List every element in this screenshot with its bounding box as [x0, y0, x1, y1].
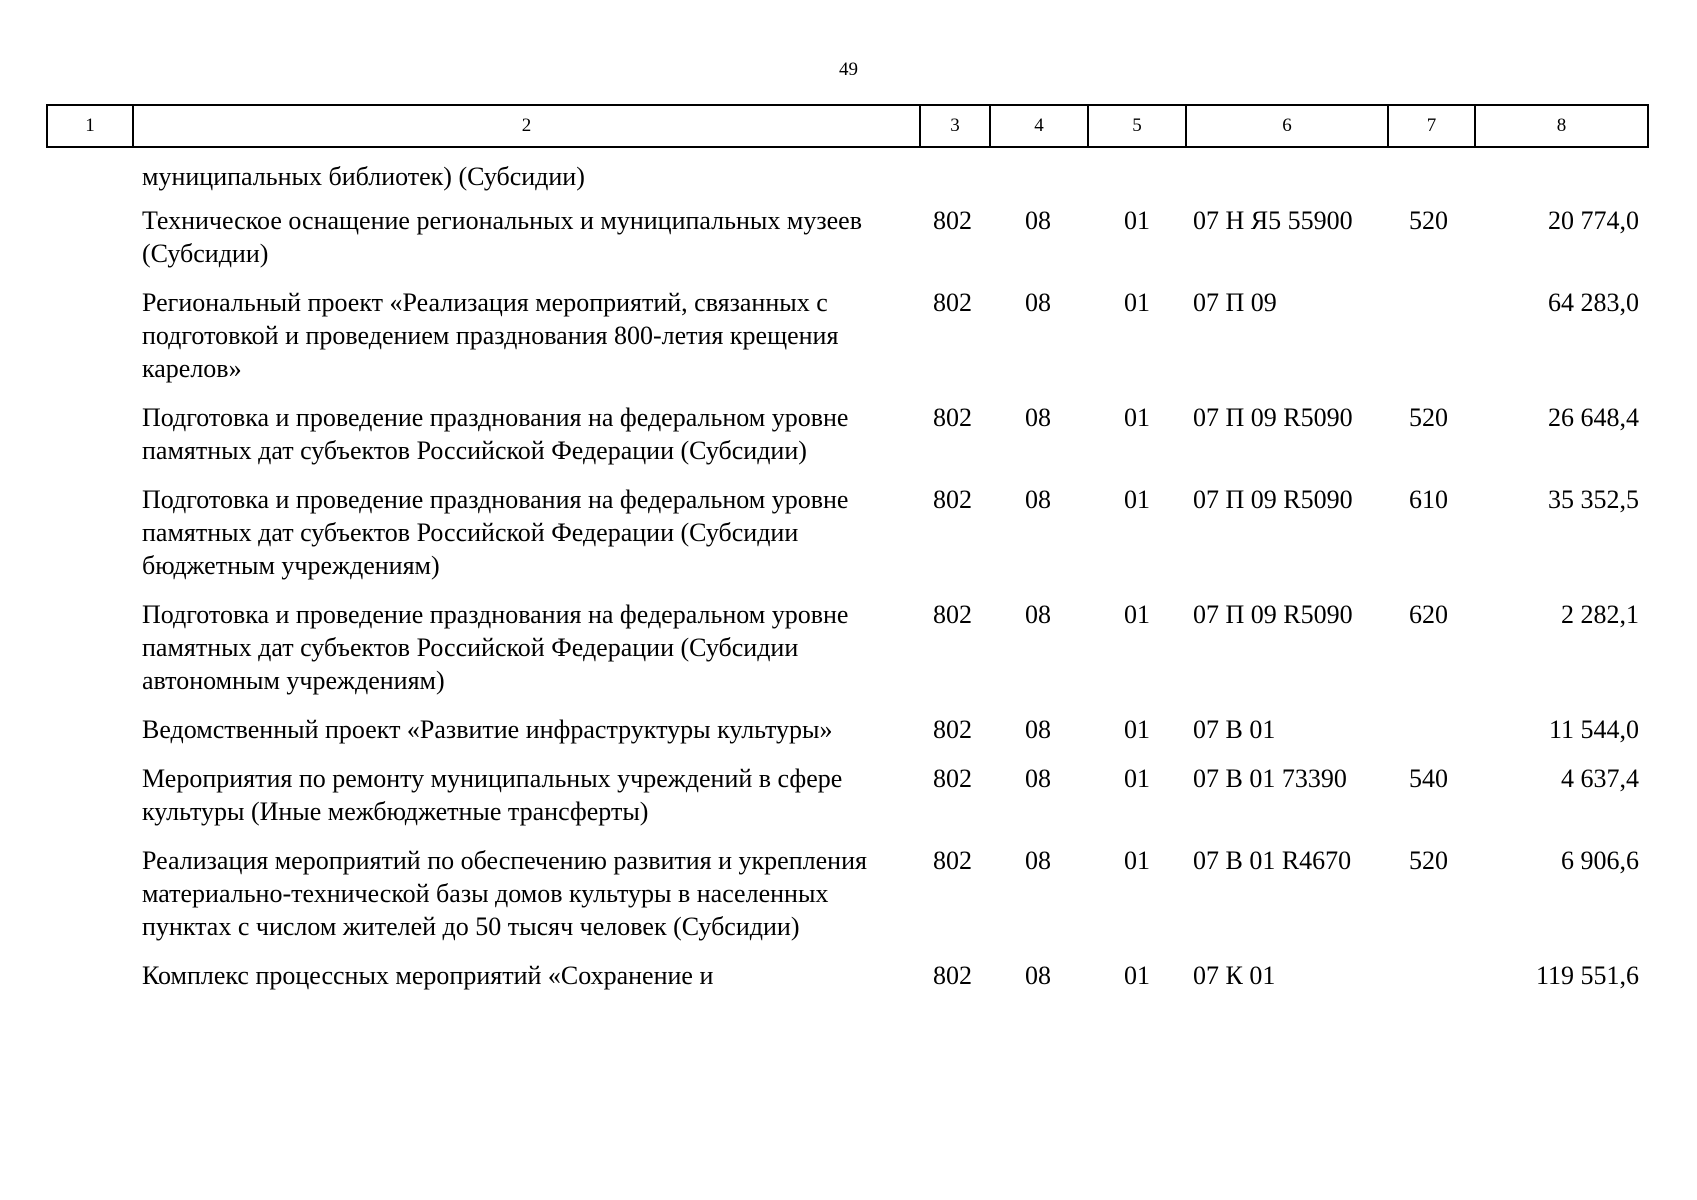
column-header-1: 1: [47, 105, 133, 147]
column-header-3: 3: [920, 105, 990, 147]
page-number: 49: [839, 59, 858, 80]
row-name-cell: муниципальных библиотек) (Субсидии): [142, 162, 585, 191]
table-row: [46, 204, 1647, 286]
row-amount-cell: 6 906,6: [1561, 846, 1639, 875]
row-code-4-cell: 08: [1025, 715, 1051, 744]
row-amount-cell: 26 648,4: [1548, 403, 1639, 432]
row-code-3-cell: 802: [933, 288, 972, 317]
table-row: [46, 286, 1647, 401]
row-code-5-cell: 01: [1124, 961, 1150, 990]
row-amount-cell: [1474, 160, 1647, 204]
table-row: [46, 713, 1647, 762]
row-code-3-cell: [919, 160, 989, 204]
row-code-7-cell: 620: [1409, 600, 1448, 629]
row-code-4-cell: 08: [1025, 846, 1051, 875]
row-name-cell: Ведомственный проект «Развитие инфраструктуры культуры»: [142, 715, 833, 744]
row-code-3-cell: 802: [933, 846, 972, 875]
row-code-4-cell: 08: [1025, 206, 1051, 235]
row-amount-cell: 11 544,0: [1548, 715, 1639, 744]
row-code-4-cell: 08: [1025, 961, 1051, 990]
table-row: [46, 160, 1647, 204]
row-code-7-cell: [1387, 959, 1474, 1008]
row-code-6-cell: 07 В 01: [1193, 715, 1276, 744]
row-name-cell: Региональный проект «Реализация мероприятий, связанных с подготовкой и проведением празднования 800-летия крещения карелов»: [142, 288, 839, 383]
row-amount-cell: 64 283,0: [1548, 288, 1639, 317]
row-code-5-cell: 01: [1124, 206, 1150, 235]
table-body: [46, 160, 1647, 1008]
row-code-3-cell: 802: [933, 600, 972, 629]
table-row: [46, 844, 1647, 959]
column-header-row: [46, 104, 1649, 148]
row-code-4-cell: 08: [1025, 288, 1051, 317]
table-row: [46, 483, 1647, 598]
row-code-7-cell: 520: [1409, 846, 1448, 875]
row-code-7-cell: 610: [1409, 485, 1448, 514]
row-code-5-cell: 01: [1124, 403, 1150, 432]
row-code-7-cell: [1387, 160, 1474, 204]
row-amount-cell: 4 637,4: [1561, 764, 1639, 793]
column-header-4: 4: [990, 105, 1088, 147]
row-name-cell: Подготовка и проведение празднования на федеральном уровне памятных дат субъектов Российской Федерации (Субсидии): [142, 403, 849, 465]
row-code-6-cell: 07 В 01 R4670: [1193, 846, 1352, 875]
row-name-cell: Реализация мероприятий по обеспечению развития и укрепления материально-технической базы домов культуры в населенных пунктах с числом жителей до 50 тысяч человек (Субсидии): [142, 846, 867, 941]
row-code-3-cell: 802: [933, 485, 972, 514]
row-code-6-cell: [1185, 160, 1387, 204]
row-code-7-cell: 520: [1409, 206, 1448, 235]
row-code-5-cell: 01: [1124, 764, 1150, 793]
row-name-cell: Подготовка и проведение празднования на федеральном уровне памятных дат субъектов Российской Федерации (Субсидии автономным учреждениям): [142, 600, 849, 695]
budget-table: [46, 160, 1647, 1008]
row-name-cell: Комплекс процессных мероприятий «Сохранение и: [142, 961, 714, 990]
column-header-2: 2: [133, 105, 920, 147]
row-amount-cell: 2 282,1: [1561, 600, 1639, 629]
row-code-6-cell: 07 П 09 R5090: [1193, 403, 1353, 432]
row-code-5-cell: 01: [1124, 600, 1150, 629]
row-amount-cell: 35 352,5: [1548, 485, 1639, 514]
row-code-5-cell: 01: [1124, 485, 1150, 514]
row-code-6-cell: 07 П 09: [1193, 288, 1277, 317]
row-code-4-cell: [989, 160, 1087, 204]
row-code-3-cell: 802: [933, 961, 972, 990]
column-header-5: 5: [1088, 105, 1186, 147]
row-code-3-cell: 802: [933, 403, 972, 432]
table-row: [46, 598, 1647, 713]
row-code-4-cell: 08: [1025, 485, 1051, 514]
row-code-5-cell: 01: [1124, 288, 1150, 317]
row-name-cell: Мероприятия по ремонту муниципальных учреждений в сфере культуры (Иные межбюджетные трансферты): [142, 764, 843, 826]
table-row: [46, 401, 1647, 483]
row-name-cell: Подготовка и проведение празднования на федеральном уровне памятных дат субъектов Российской Федерации (Субсидии бюджетным учреждениям): [142, 485, 849, 580]
column-header-6: 6: [1186, 105, 1388, 147]
row-code-5-cell: 01: [1124, 715, 1150, 744]
row-code-7-cell: 520: [1409, 403, 1448, 432]
row-code-3-cell: 802: [933, 764, 972, 793]
row-code-4-cell: 08: [1025, 764, 1051, 793]
row-code-7-cell: [1387, 713, 1474, 762]
row-name-cell: Техническое оснащение региональных и муниципальных музеев (Субсидии): [142, 206, 862, 268]
table-row: [46, 762, 1647, 844]
row-code-4-cell: 08: [1025, 600, 1051, 629]
column-header-8: 8: [1475, 105, 1648, 147]
row-code-6-cell: 07 П 09 R5090: [1193, 600, 1353, 629]
row-code-6-cell: 07 В 01 73390: [1193, 764, 1347, 793]
row-code-7-cell: [1387, 286, 1474, 401]
row-amount-cell: 20 774,0: [1548, 206, 1639, 235]
row-amount-cell: 119 551,6: [1535, 961, 1639, 990]
table-row: [46, 959, 1647, 1008]
column-header-7: 7: [1388, 105, 1475, 147]
row-code-6-cell: 07 К 01: [1193, 961, 1276, 990]
row-code-3-cell: 802: [933, 715, 972, 744]
row-code-6-cell: 07 Н Я5 55900: [1193, 206, 1353, 235]
row-code-7-cell: 540: [1409, 764, 1448, 793]
row-code-4-cell: 08: [1025, 403, 1051, 432]
row-code-6-cell: 07 П 09 R5090: [1193, 485, 1353, 514]
row-code-5-cell: [1087, 160, 1185, 204]
row-code-5-cell: 01: [1124, 846, 1150, 875]
row-code-3-cell: 802: [933, 206, 972, 235]
